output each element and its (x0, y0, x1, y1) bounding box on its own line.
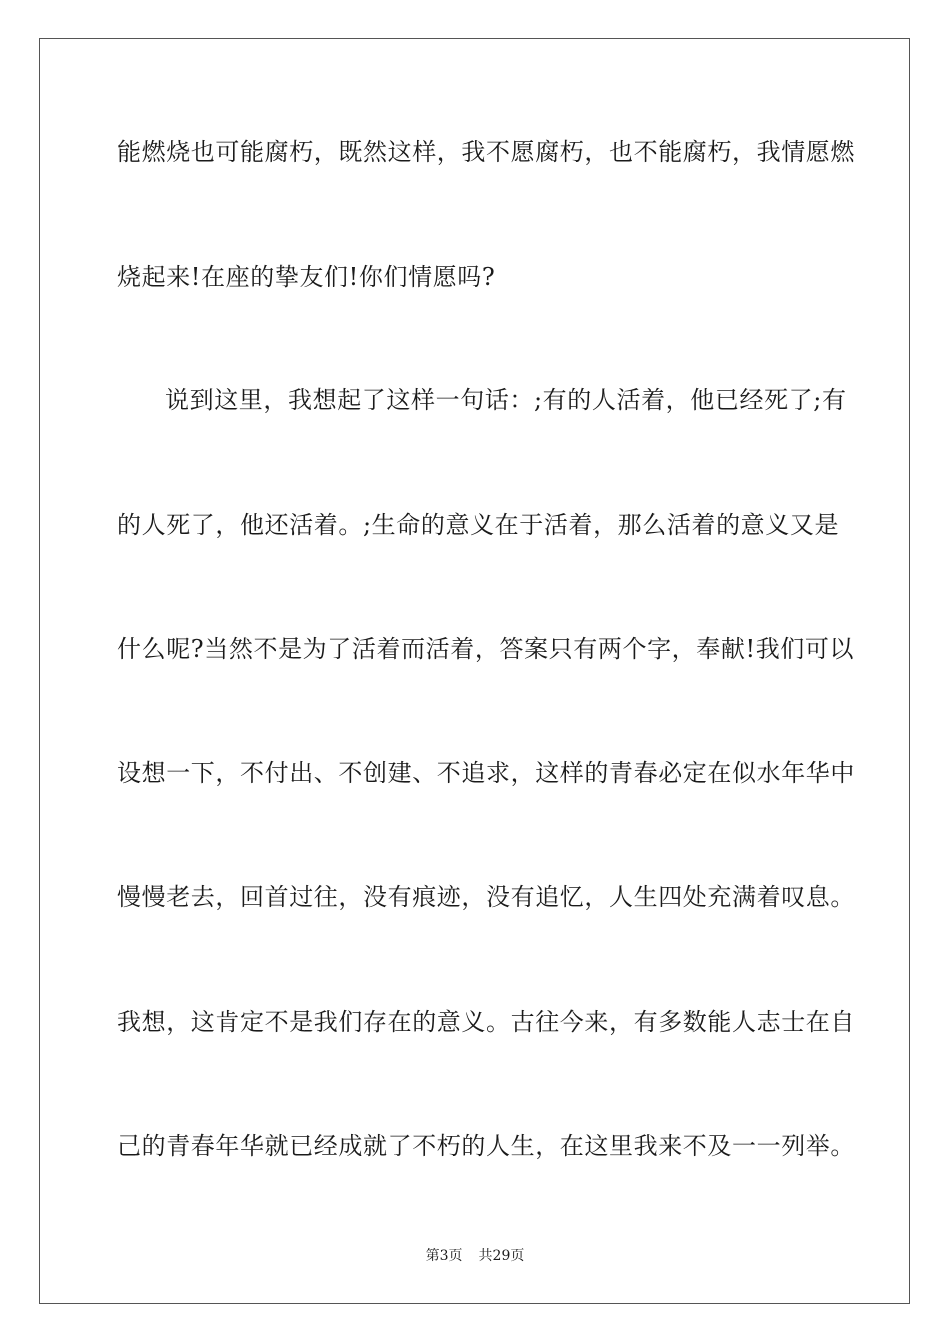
page-border (39, 38, 910, 1304)
body-line-9: 己的青春年华就已经成就了不朽的人生，在这里我来不及一一列举。 (117, 1132, 855, 1160)
body-line-3: 说到这里，我想起了这样一句话：;有的人活着，他已经死了;有 (165, 386, 847, 414)
total-pages: 共29页 (478, 1248, 525, 1264)
body-line-1: 能燃烧也可能腐朽，既然这样，我不愿腐朽，也不能腐朽，我情愿燃 (117, 138, 855, 166)
body-line-2: 烧起来!在座的挚友们!你们情愿吗? (117, 263, 496, 291)
body-line-7: 慢慢老去，回首过往，没有痕迹，没有追忆，人生四处充满着叹息。 (117, 883, 855, 911)
page-number: 第3页 (425, 1248, 463, 1264)
page-footer (0, 1247, 950, 1265)
body-line-8: 我想，这肯定不是我们存在的意义。古往今来，有多数能人志士在自 (117, 1008, 855, 1036)
body-line-4: 的人死了，他还活着。;生命的意义在于活着，那么活着的意义又是 (117, 511, 840, 539)
body-line-6: 设想一下，不付出、不创建、不追求，这样的青春必定在似水年华中 (117, 759, 855, 787)
body-line-5: 什么呢?当然不是为了活着而活着，答案只有两个字，奉献!我们可以 (117, 635, 855, 663)
